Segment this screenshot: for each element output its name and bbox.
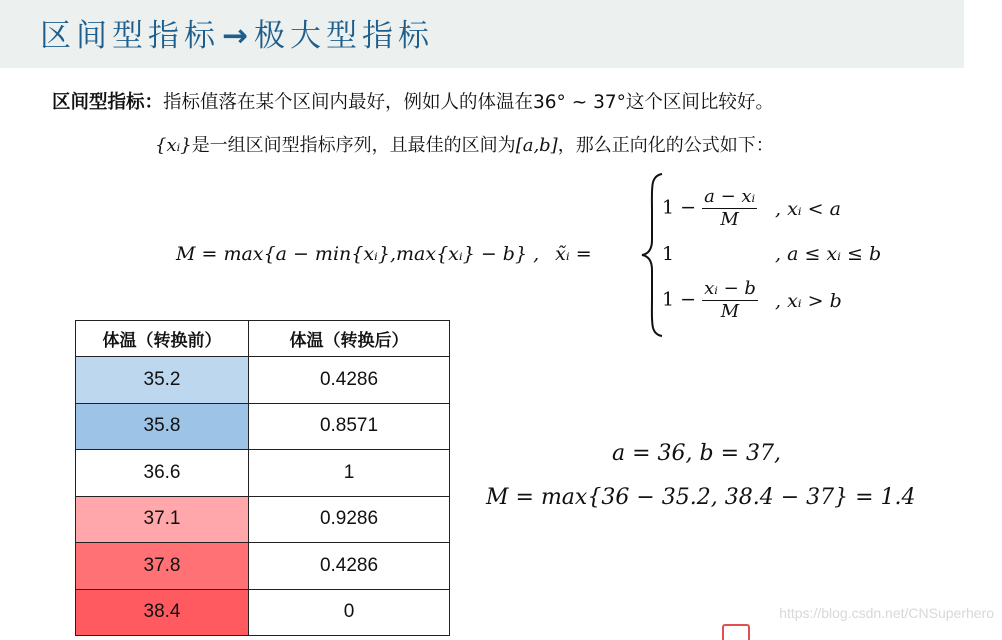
left-brace-icon <box>640 172 664 338</box>
case-1-fraction <box>702 186 757 231</box>
cell-after: 0.8571 <box>249 403 450 450</box>
sequence-set: {xᵢ} <box>155 135 192 156</box>
table-row <box>76 543 450 590</box>
cell-before: 36.6 <box>76 450 249 497</box>
case-3-prefix: 1 − <box>662 288 697 311</box>
cell-after: 1 <box>249 450 450 497</box>
x-tilde-lhs: x̃ᵢ = <box>555 243 592 265</box>
definition-line <box>52 88 774 114</box>
temperature-table <box>75 320 450 636</box>
cell-before: 37.1 <box>76 496 249 543</box>
corner-mark <box>722 624 750 640</box>
case-2-condition: , a ≤ xᵢ ≤ b <box>775 243 882 265</box>
case-1-condition: , xᵢ < a <box>775 198 841 220</box>
table-row <box>76 450 450 497</box>
case-1-denominator: M <box>720 209 739 230</box>
case-3 <box>662 278 758 323</box>
calc-line-1: a = 36, b = 37, <box>612 441 782 466</box>
case-3-denominator: M <box>720 301 740 322</box>
title-right: 极大型指标 <box>253 18 434 54</box>
cell-before: 37.8 <box>76 543 249 590</box>
slide-title <box>40 10 434 55</box>
table-body <box>76 357 450 636</box>
header-before: 体温（转换前） <box>76 321 249 357</box>
table-header-row <box>76 321 450 357</box>
definition-text: 指标值落在某个区间内最好，例如人的体温在36° ~ 37°这个区间比较好。 <box>163 92 774 113</box>
case-3-condition: , xᵢ > b <box>775 290 842 312</box>
cell-before: 35.2 <box>76 357 249 404</box>
case-3-fraction <box>702 278 758 323</box>
sequence-text-b: ，那么正向化的公式如下： <box>557 135 774 156</box>
sequence-interval: [a,b] <box>515 135 558 156</box>
cell-after: 0.4286 <box>249 357 450 404</box>
cell-after: 0.9286 <box>249 496 450 543</box>
table-row <box>76 403 450 450</box>
table-row <box>76 357 450 404</box>
title-bar <box>0 0 964 68</box>
calc-line-2: M = max{36 − 35.2, 38.4 − 37} = 1.4 <box>486 485 916 510</box>
formula-m-definition <box>176 243 592 265</box>
case-1-prefix: 1 − <box>662 196 697 219</box>
header-after: 体温（转换后） <box>249 321 450 357</box>
table-row <box>76 589 450 636</box>
table-row <box>76 496 450 543</box>
m-definition: M = max{a − min{xᵢ},max{xᵢ} − b} , <box>176 243 540 265</box>
sequence-line <box>155 131 774 157</box>
case-3-numerator: xᵢ − b <box>704 278 756 299</box>
case-1-numerator: a − xᵢ <box>704 186 756 207</box>
case-1 <box>662 186 757 231</box>
sequence-text-a: 是一组区间型指标序列，且最佳的区间为 <box>191 135 516 156</box>
title-left: 区间型指标 <box>40 18 220 54</box>
arrow-right-icon: → <box>222 18 248 54</box>
cell-after: 0 <box>249 589 450 636</box>
cell-before: 35.8 <box>76 403 249 450</box>
cell-after: 0.4286 <box>249 543 450 590</box>
cell-before: 38.4 <box>76 589 249 636</box>
case-2-value: 1 <box>662 243 675 265</box>
definition-lead: 区间型指标： <box>52 92 164 113</box>
watermark: https://blog.csdn.net/CNSuperhero <box>779 605 994 621</box>
